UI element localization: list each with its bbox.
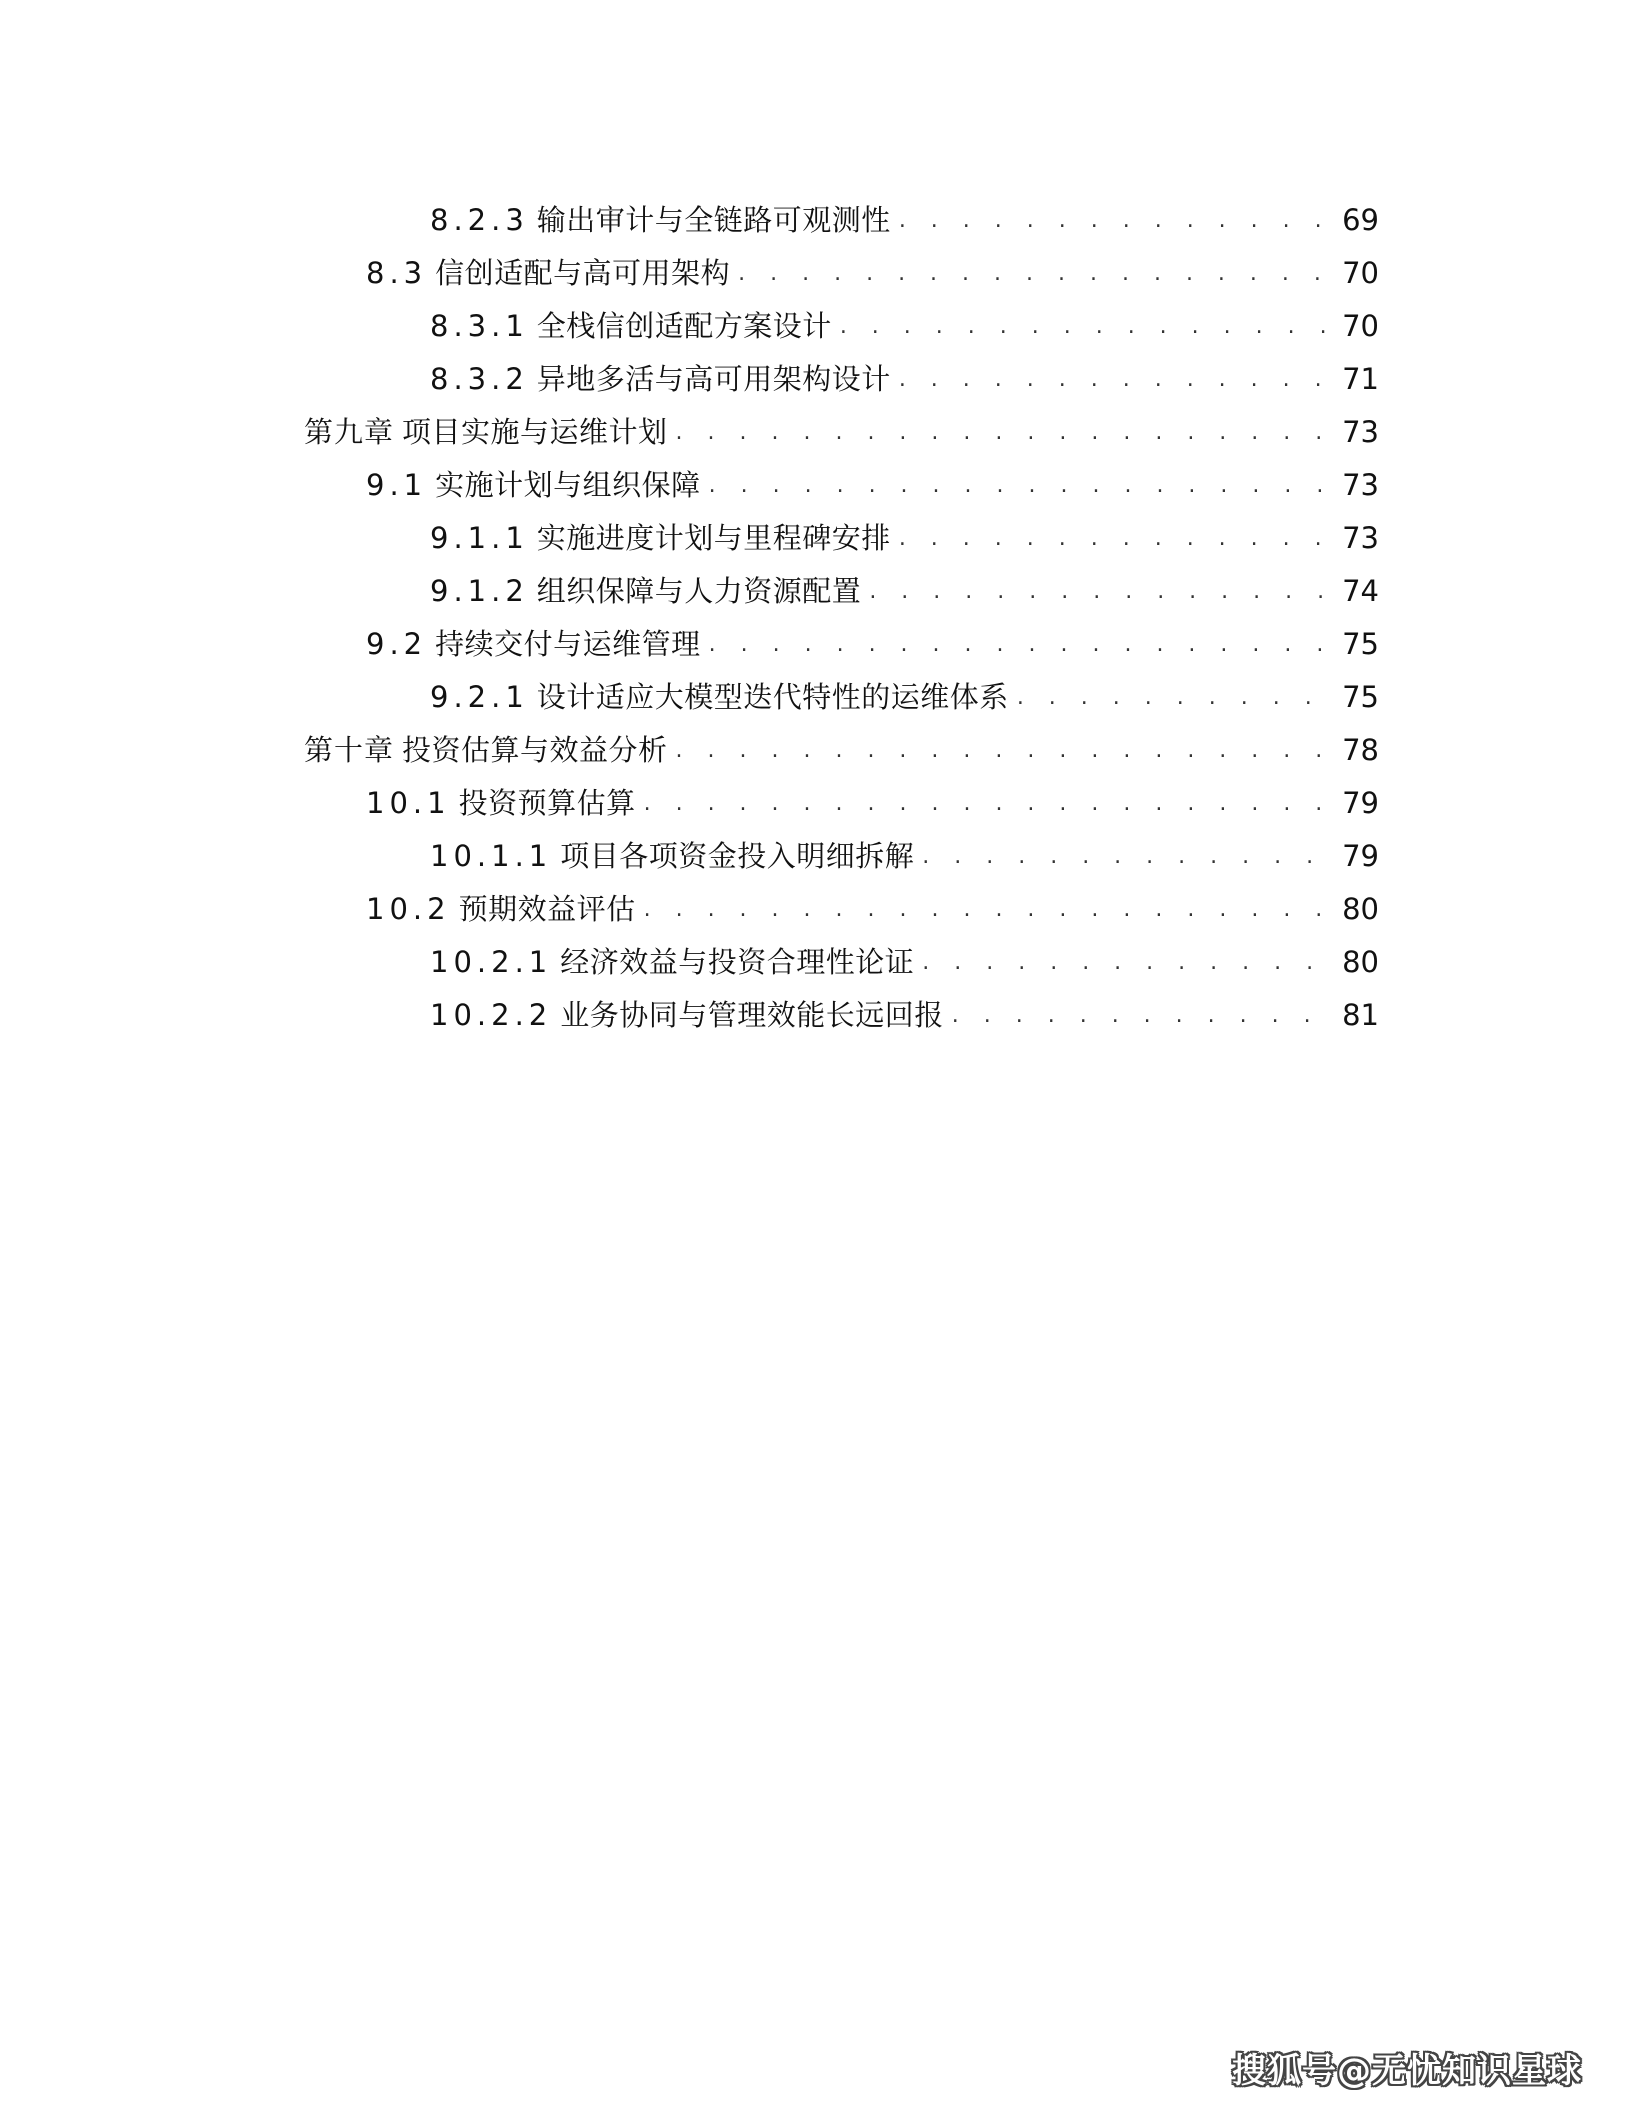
- toc-entry-page: 75: [1342, 680, 1379, 714]
- toc-entry-number: 8.3.2: [430, 362, 529, 396]
- toc-entry[interactable]: [430, 353, 1379, 406]
- dot-leader: [952, 989, 1336, 1042]
- toc-entry-title: 经济效益与投资合理性论证: [560, 945, 915, 979]
- toc-entry-number: 第九章: [304, 415, 395, 449]
- toc-entry-number: 10.1: [366, 786, 451, 820]
- dot-leader: [1017, 671, 1336, 724]
- dot-leader: [899, 194, 1336, 247]
- toc-entry[interactable]: [430, 936, 1379, 989]
- toc-entry-page: 79: [1342, 839, 1379, 873]
- toc-entry-page: 70: [1342, 309, 1379, 343]
- toc-entry[interactable]: [430, 512, 1379, 565]
- toc-entry-number: 9.2: [366, 627, 428, 661]
- toc-entry-page: 79: [1342, 786, 1379, 820]
- toc-entry-number: 9.1: [366, 468, 428, 502]
- dot-leader: [899, 512, 1336, 565]
- toc-entry-number: 8.3: [366, 256, 428, 290]
- dot-leader: [922, 936, 1336, 989]
- toc-entry[interactable]: [430, 565, 1379, 618]
- toc-entry-page: 75: [1342, 627, 1379, 661]
- dot-leader: [709, 618, 1336, 671]
- toc-entry-page: 69: [1342, 203, 1379, 237]
- toc-entry-title: 业务协同与管理效能长远回报: [560, 998, 944, 1032]
- toc-entry[interactable]: [430, 300, 1379, 353]
- toc-entry-title: 投资预算估算: [458, 786, 636, 820]
- toc-entry-title: 投资估算与效益分析: [402, 733, 668, 767]
- toc-entry-page: 74: [1342, 574, 1379, 608]
- toc-entry-page: 70: [1342, 256, 1379, 290]
- dot-leader: [869, 565, 1336, 618]
- toc-entry-number: 9.2.1: [430, 680, 529, 714]
- toc-entry-title: 项目各项资金投入明细拆解: [560, 839, 915, 873]
- dot-leader: [644, 777, 1337, 830]
- toc-entry-title: 持续交付与运维管理: [435, 627, 701, 661]
- toc-entry-title: 预期效益评估: [458, 892, 636, 926]
- toc-entry-title: 实施计划与组织保障: [435, 468, 701, 502]
- toc-entry[interactable]: [366, 618, 1379, 671]
- toc-entry[interactable]: [366, 459, 1379, 512]
- toc-entry-number: 10.2.2: [430, 998, 553, 1032]
- toc-entry[interactable]: [366, 247, 1379, 300]
- toc-entry-number: 8.3.1: [430, 309, 529, 343]
- toc-entry-page: 73: [1342, 521, 1379, 555]
- toc-entry-page: 81: [1342, 998, 1379, 1032]
- toc-entry-number: 10.2.1: [430, 945, 553, 979]
- dot-leader: [922, 830, 1336, 883]
- toc-entry[interactable]: [366, 883, 1379, 936]
- toc-entry-title: 组织保障与人力资源配置: [536, 574, 862, 608]
- toc-entry-number: 10.2: [366, 892, 451, 926]
- toc-entry-page: 73: [1342, 468, 1379, 502]
- toc-entry-number: 8.2.3: [430, 203, 529, 237]
- toc-entry[interactable]: [304, 724, 1379, 777]
- toc-entry[interactable]: [430, 989, 1379, 1042]
- toc-entry-page: 78: [1342, 733, 1379, 767]
- toc-entry[interactable]: [430, 194, 1379, 247]
- toc-entry-number: 第十章: [304, 733, 395, 767]
- dot-leader: [676, 406, 1337, 459]
- dot-leader: [644, 883, 1337, 936]
- toc-entry[interactable]: [430, 830, 1379, 883]
- toc-entry-number: 9.1.2: [430, 574, 529, 608]
- toc-entry-title: 实施进度计划与里程碑安排: [536, 521, 891, 555]
- toc-entry-page: 71: [1342, 362, 1379, 396]
- toc-entry-number: 9.1.1: [430, 521, 529, 555]
- toc-entry-title: 输出审计与全链路可观测性: [536, 203, 891, 237]
- toc-entry-title: 设计适应大模型迭代特性的运维体系: [536, 680, 1009, 714]
- dot-leader: [840, 300, 1336, 353]
- toc-entry-title: 异地多活与高可用架构设计: [536, 362, 891, 396]
- dot-leader: [709, 459, 1336, 512]
- toc-entry-page: 80: [1342, 945, 1379, 979]
- dot-leader: [676, 724, 1337, 777]
- toc-entry[interactable]: [430, 671, 1379, 724]
- toc-entry-number: 10.1.1: [430, 839, 553, 873]
- watermark-text: 搜狐号@无忧知识星球: [1232, 2051, 1582, 2091]
- toc-entry-page: 73: [1342, 415, 1379, 449]
- toc-entry-page: 80: [1342, 892, 1379, 926]
- toc-entry-title: 项目实施与运维计划: [402, 415, 668, 449]
- dot-leader: [738, 247, 1336, 300]
- dot-leader: [899, 353, 1336, 406]
- toc-entry-title: 全栈信创适配方案设计: [536, 309, 832, 343]
- toc-entry[interactable]: [366, 777, 1379, 830]
- toc-entry[interactable]: [304, 406, 1379, 459]
- toc-entry-title: 信创适配与高可用架构: [435, 256, 731, 290]
